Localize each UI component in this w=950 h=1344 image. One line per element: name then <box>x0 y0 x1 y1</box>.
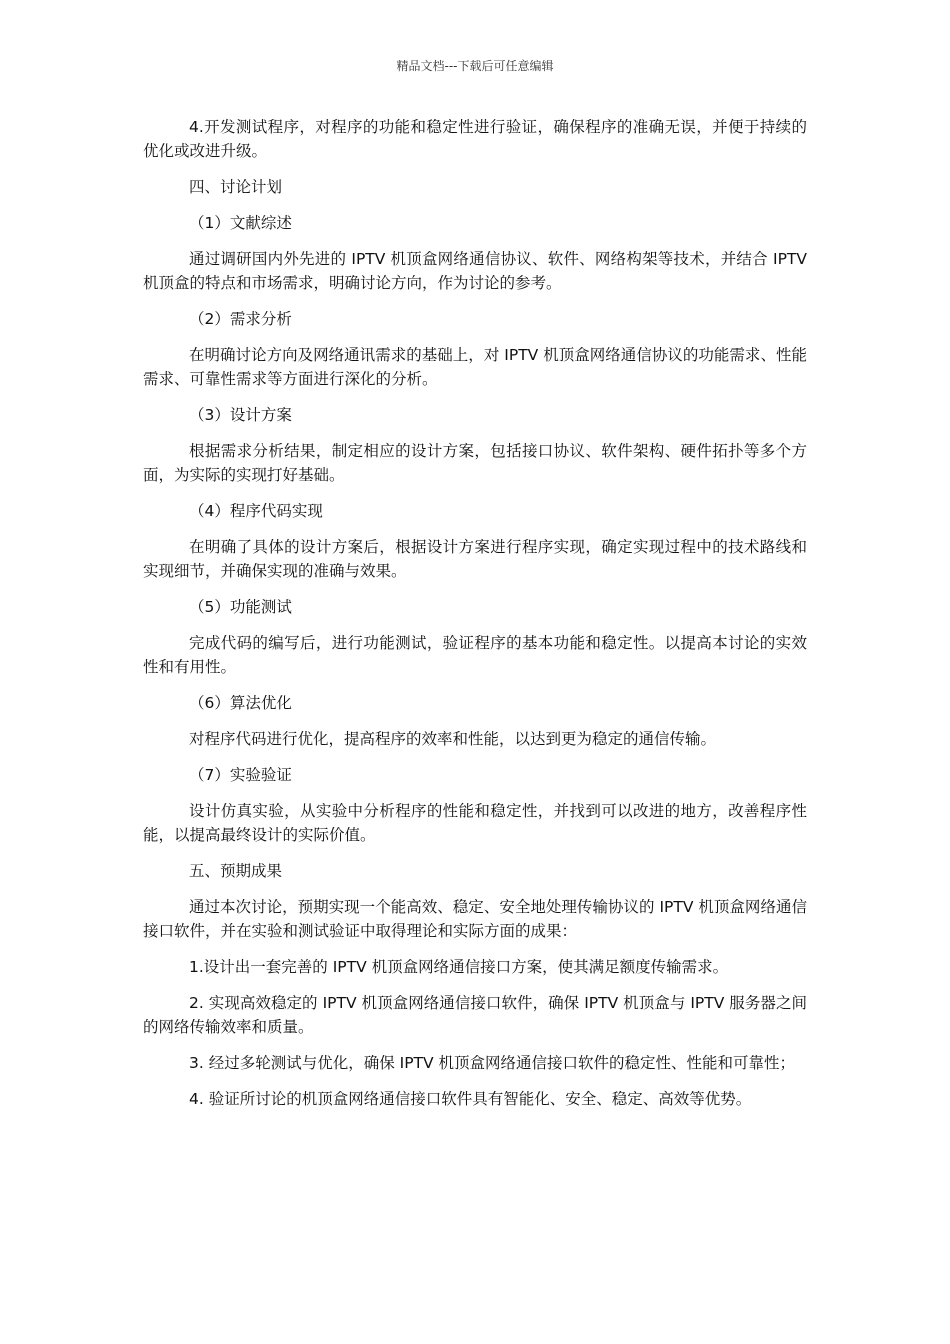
paragraph-implementation: 在明确了具体的设计方案后，根据设计方案进行程序实现，确定实现过程中的技术路线和实现细节，并确保实现的准确与效果。 <box>143 538 807 580</box>
paragraph-literature-review: 通过调研国内外先进的 IPTV 机顶盒网络通信协议、软件、网络构架等技术，并结合 IPTV 机顶盒的特点和市场需求，明确讨论方向，作为讨论的参考。 <box>143 250 807 292</box>
paragraph-testing: 完成代码的编写后，进行功能测试，验证程序的基本功能和稳定性。以提高本讨论的实效性和有用性。 <box>143 634 807 676</box>
subheading-experiment: （7）实验验证 <box>189 766 292 784</box>
paragraph-design: 根据需求分析结果，制定相应的设计方案，包括接口协议、软件架构、硬件拓扑等多个方面，为实际的实现打好基础。 <box>143 442 807 484</box>
list-item-result-3: 3. 经过多轮测试与优化，确保 IPTV 机顶盒网络通信接口软件的稳定性、性能和可靠性； <box>189 1054 796 1072</box>
subheading-optimization: （6）算法优化 <box>189 694 292 712</box>
list-item-result-4: 4. 验证所讨论的机顶盒网络通信接口软件具有智能化、安全、稳定、高效等优势。 <box>189 1090 752 1108</box>
paragraph-requirements: 在明确讨论方向及网络通讯需求的基础上，对 IPTV 机顶盒网络通信协议的功能需求、性能需求、可靠性需求等方面进行深化的分析。 <box>143 346 807 388</box>
section-heading-plan: 四、讨论计划 <box>189 178 283 196</box>
subheading-testing: （5）功能测试 <box>189 598 292 616</box>
paragraph-experiment: 设计仿真实验，从实验中分析程序的性能和稳定性，并找到可以改进的地方，改善程序性能，以提高最终设计的实际价值。 <box>143 802 807 844</box>
list-item-result-1: 1.设计出一套完善的 IPTV 机顶盒网络通信接口方案，使其满足额度传输需求。 <box>189 958 729 976</box>
section-heading-results: 五、预期成果 <box>189 862 283 880</box>
document-body <box>143 115 807 1123</box>
paragraph-test-program: 4.开发测试程序，对程序的功能和稳定性进行验证，确保程序的准确无误，并便于持续的优化或改进升级。 <box>143 118 807 160</box>
page-header: 精品文档---下载后可任意编辑 <box>396 59 554 73</box>
subheading-literature-review: （1）文献综述 <box>189 214 292 232</box>
paragraph-optimization: 对程序代码进行优化，提高程序的效率和性能，以达到更为稳定的通信传输。 <box>189 730 717 748</box>
paragraph-results-intro: 通过本次讨论，预期实现一个能高效、稳定、安全地处理传输协议的 IPTV 机顶盒网络通信接口软件，并在实验和测试验证中取得理论和实际方面的成果： <box>143 898 807 940</box>
subheading-implementation: （4）程序代码实现 <box>189 502 323 520</box>
subheading-design: （3）设计方案 <box>189 406 292 424</box>
subheading-requirements: （2）需求分析 <box>189 310 292 328</box>
list-item-result-2: 2. 实现高效稳定的 IPTV 机顶盒网络通信接口软件，确保 IPTV 机顶盒与 IPTV 服务器之间的网络传输效率和质量。 <box>143 994 807 1036</box>
